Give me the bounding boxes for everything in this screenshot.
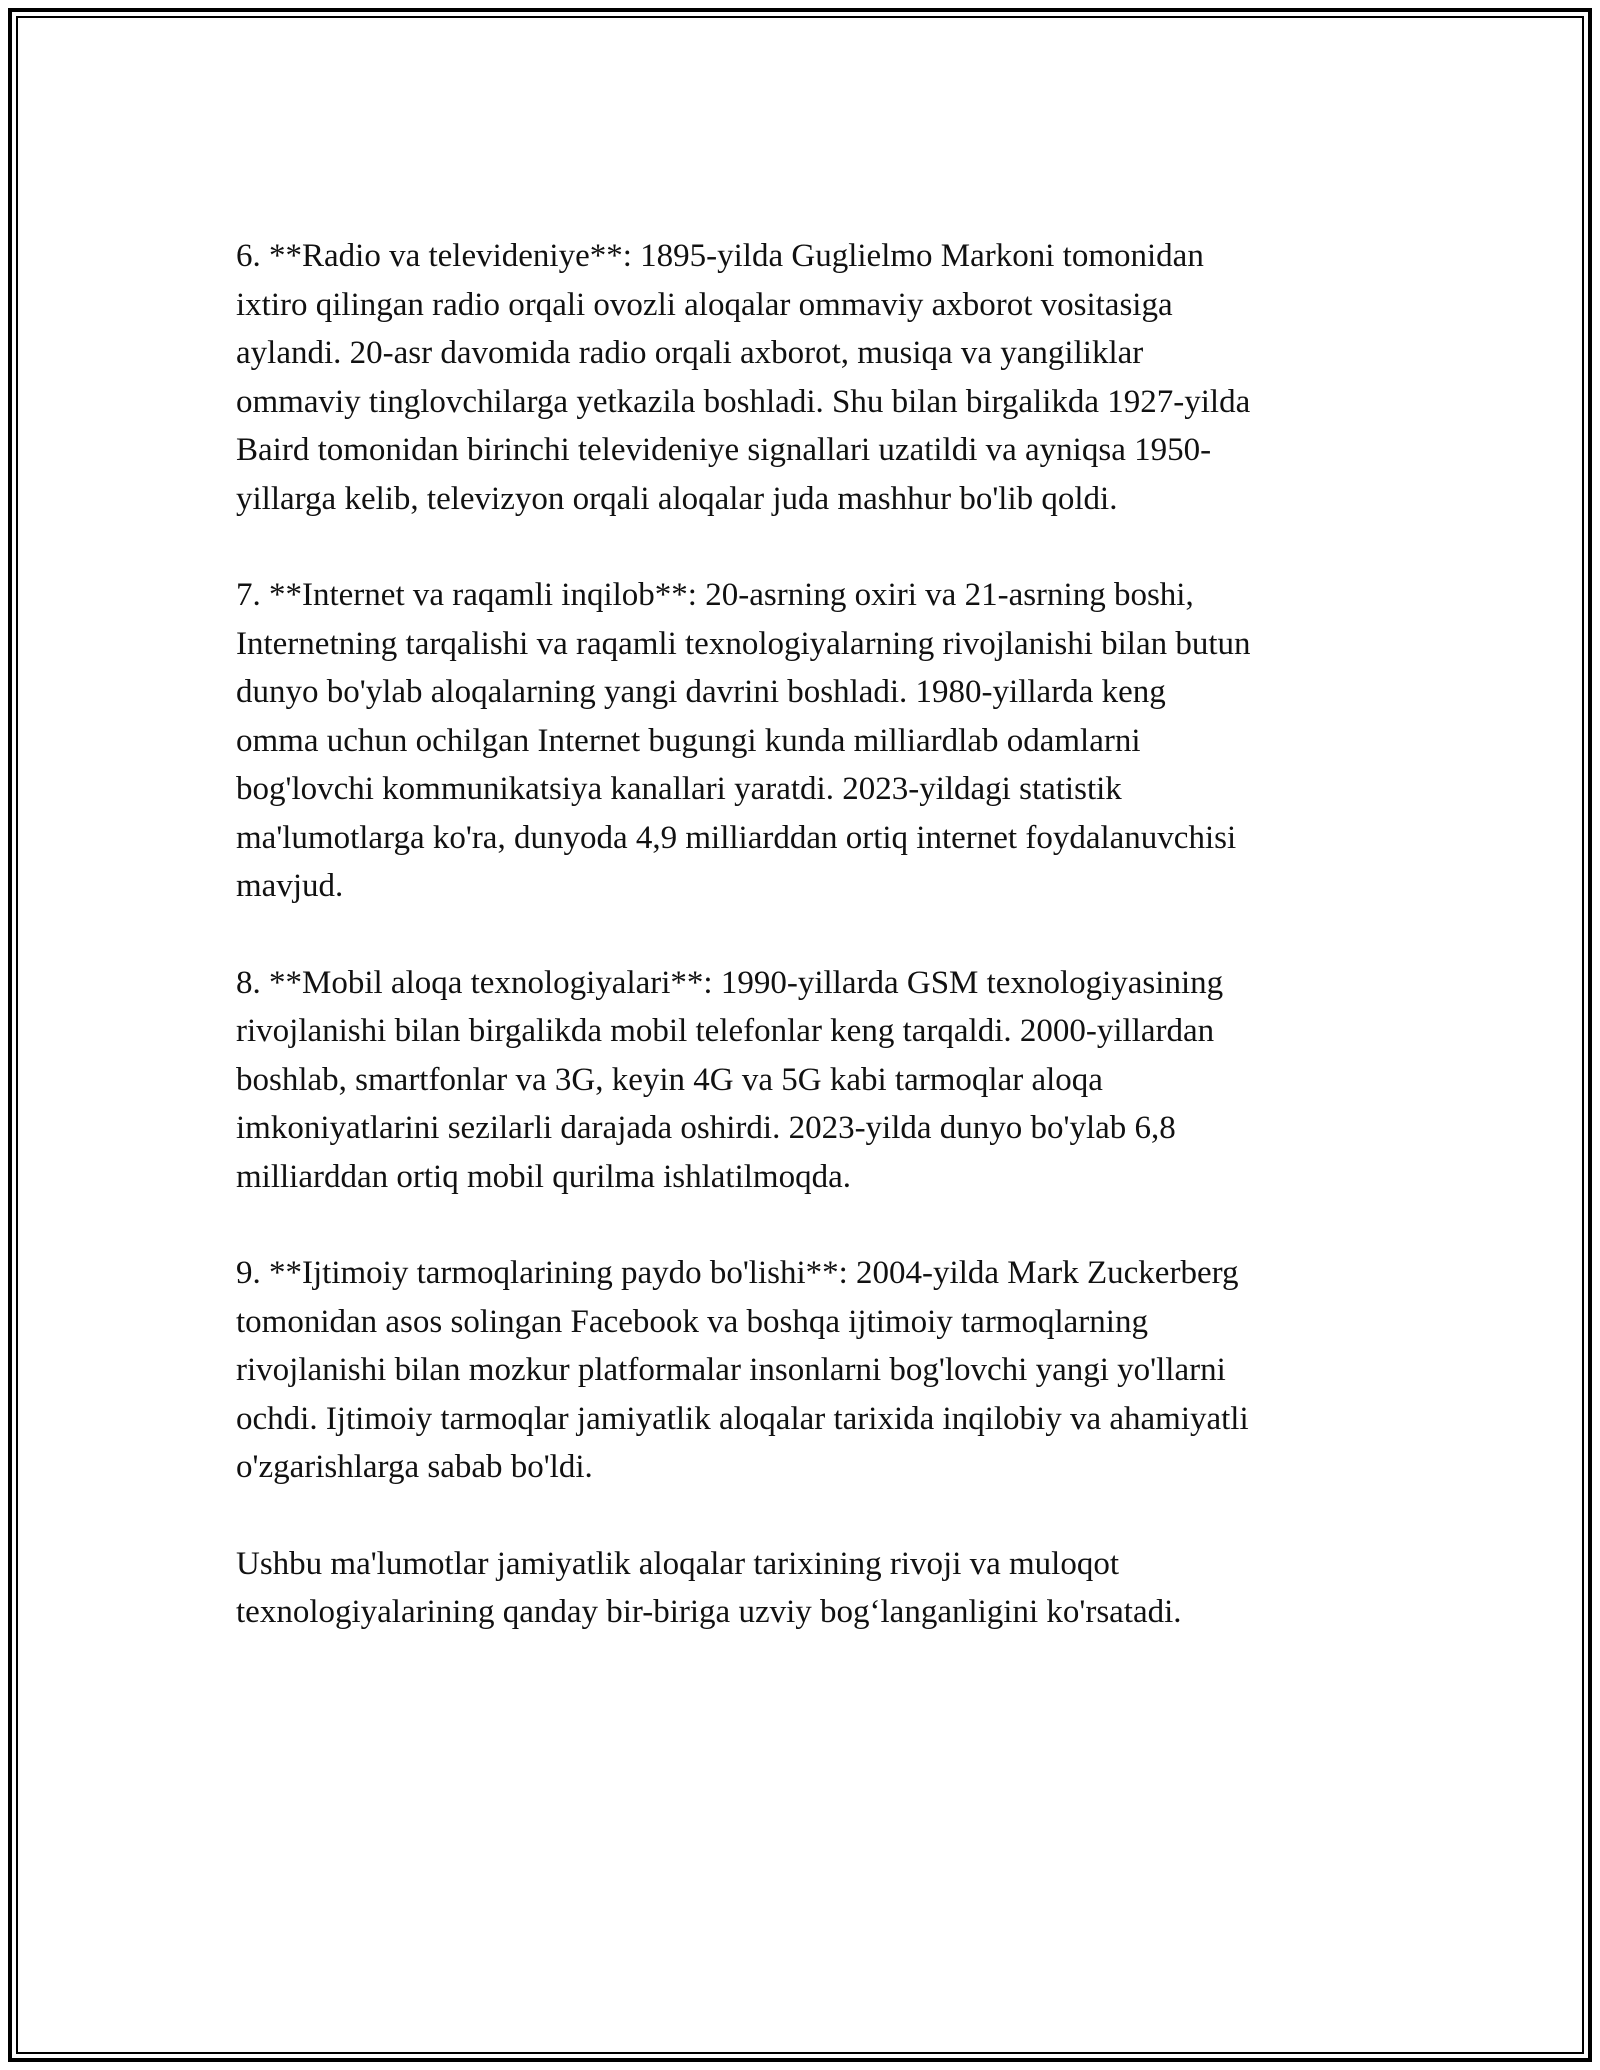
document-body [236, 232, 1376, 1685]
paragraph-social-networks: 9. **Ijtimoiy tarmoqlarining paydo bo'lishi**: 2004-yilda Mark Zuckerberg tomonidan asos solingan Facebook va boshqa ijtimoiy tarmoqlarning rivojlanishi bilan mozkur platformalar insonlarni bog'lovchi yangi yo'llarni ochdi. Ijtimoiy tarmoqlar jamiyatlik aloqalar tarixida inqilobiy va ahamiyatli o'zgarishlarga sabab bo'ldi. [236, 1255, 1249, 1485]
paragraph-mobile-technologies: 8. **Mobil aloqa texnologiyalari**: 1990-yillarda GSM texnologiyasining rivojlanishi bilan birgalikda mobil telefonlar keng tarqaldi. 2000-yillardan boshlab, smartfonlar va 3G, keyin 4G va 5G kabi tarmoqlar aloqa imkoniyatlarini sezilarli darajada oshirdi. 2023-yilda dunyo bo'ylab 6,8 milliarddan ortiq mobil qurilma ishlatilmoqda. [236, 964, 1224, 1195]
paragraph-radio-television: 6. **Radio va televideniye**: 1895-yilda Guglielmo Markoni tomonidan ixtiro qilingan radio orqali ovozli aloqalar ommaviy axborot vositasiga aylandi. 20-asr davomida radio orqali axborot, musiqa va yangiliklar ommaviy tinglovchilarga yetkazila boshladi. Shu bilan birgalikda 1927-yilda Baird tomonidan birinchi televideniye signallari uzatildi va ayniqsa 1950- yillarga kelib, televizyon orqali aloqalar juda mashhur bo'lib qoldi. [236, 238, 1251, 517]
paragraph-conclusion: Ushbu ma'lumotlar jamiyatlik aloqalar tarixining rivoji va muloqot texnologiyalarining qanday bir-biriga uzviy bog‘langanligini ko'rsatadi. [236, 1545, 1182, 1630]
paragraph-internet-digital-revolution: 7. **Internet va raqamli inqilob**: 20-asrning oxiri va 21-asrning boshi, Internetning tarqalishi va raqamli texnologiyalarning rivojlanishi bilan butun dunyo bo'ylab aloqalarning yangi davrini boshladi. 1980-yillarda keng omma uchun ochilgan Internet bugungi kunda milliardlab odamlarni bog'lovchi kommunikatsiya kanallari yaratdi. 2023-yildagi statistik ma'lumotlarga ko'ra, dunyoda 4,9 milliarddan ortiq internet foydalanuvchisi mavjud. [236, 577, 1251, 904]
